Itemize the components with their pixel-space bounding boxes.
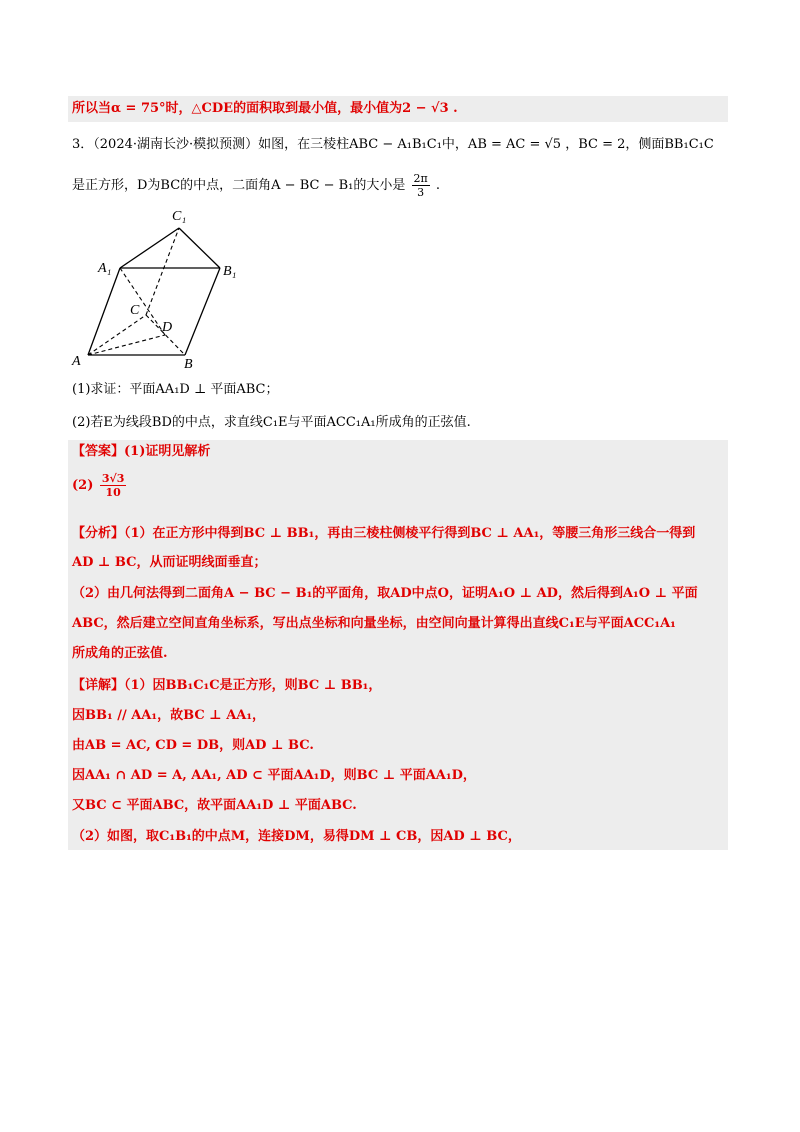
problem-line-1: 3．（2024·湖南长沙·模拟预测）如图，在三棱柱ABC − A₁B₁C₁中，AB = AC = √5 ，BC = 2，侧面BB₁C₁C — [72, 137, 714, 152]
detail-line-6: （2）如图，取C₁B₁的中点M，连接DM，易得DM ⊥ CB，因AD ⊥ BC， — [72, 829, 521, 844]
detail-line-3: 由AB = AC, CD = DB，则AD ⊥ BC. — [72, 738, 314, 753]
conclusion-line: 所以当α = 75°时，△CDE的面积取到最小值，最小值为2 − √3 . — [72, 101, 458, 116]
fraction-denominator: 3 — [417, 186, 425, 199]
edge-c-c1 — [146, 228, 179, 315]
label-d: D — [162, 320, 173, 335]
label-a1: A₁ — [98, 261, 112, 276]
answer-line-1: 【答案】(1)证明见解析 — [72, 444, 211, 459]
detail-line-2: 因BB₁ // AA₁，故BC ⊥ AA₁， — [72, 708, 266, 723]
answer-denominator: 10 — [105, 486, 121, 499]
edge-b-b1 — [185, 268, 220, 355]
edge-a-a1 — [88, 268, 120, 355]
edge-a-c — [88, 315, 146, 355]
problem-line-2 — [72, 172, 440, 199]
dihedral-angle-fraction — [412, 172, 430, 199]
answer-line-2 — [72, 472, 128, 499]
fraction-numerator: 2π — [413, 172, 428, 185]
edge-a1-c1 — [120, 228, 179, 268]
answer-part-label: (2) — [72, 478, 94, 493]
edge-a1-d — [120, 268, 165, 335]
label-a: A — [72, 354, 81, 369]
problem-line-2-end: . — [435, 178, 441, 193]
answer-fraction — [100, 472, 127, 499]
label-b1: B₁ — [223, 264, 237, 279]
label-c: C — [130, 303, 140, 318]
problem-line-2-text: 是正方形，D为BC的中点，二面角A − BC − B₁的大小是 — [72, 178, 406, 193]
analysis-line-3: （2）由几何法得到二面角A − BC − B₁的平面角，取AD中点O，证明A₁O ⊥ AD，然后得到A₁O ⊥ 平面 — [72, 586, 698, 601]
question-1: (1)求证：平面AA₁D ⊥ 平面ABC； — [72, 382, 279, 397]
label-c1: C₁ — [172, 209, 187, 224]
label-b: B — [184, 357, 193, 372]
edge-c1-b1 — [179, 228, 220, 268]
detail-line-4: 因AA₁ ∩ AD = A, AA₁, AD ⊂ 平面AA₁D，则BC ⊥ 平面AA₁D， — [72, 768, 476, 783]
analysis-line-5: 所成角的正弦值. — [72, 646, 168, 661]
analysis-line-1: 【分析】（1）在正方形中得到BC ⊥ BB₁，再由三棱柱侧棱平行得到BC ⊥ AA₁，等腰三角形三线合一得到 — [72, 526, 696, 541]
answer-numerator: 3√3 — [101, 472, 125, 485]
question-2: (2)若E为线段BD的中点，求直线C₁E与平面ACC₁A₁所成角的正弦值. — [72, 415, 471, 430]
detail-line-5: 又BC ⊂ 平面ABC，故平面AA₁D ⊥ 平面ABC. — [72, 798, 357, 813]
analysis-line-2: AD ⊥ BC，从而证明线面垂直； — [72, 555, 267, 570]
prism-figure — [68, 200, 268, 375]
edge-a-d — [88, 335, 165, 355]
analysis-line-4: ABC，然后建立空间直角坐标系，写出点坐标和向量坐标，由空间向量计算得出直线C₁E与平面ACC₁A₁ — [72, 616, 676, 631]
detail-line-1: 【详解】（1）因BB₁C₁C是正方形，则BC ⊥ BB₁， — [72, 678, 382, 693]
